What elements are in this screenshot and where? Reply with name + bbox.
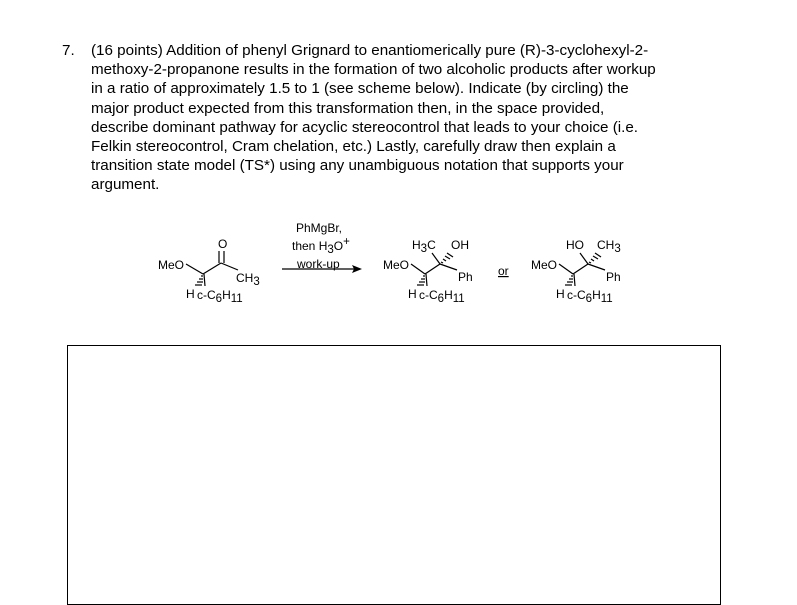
question-line: major product expected from this transformation then, in the space provided, [91, 99, 605, 117]
hashed-wedge-bond [589, 253, 601, 263]
hydroxyl-label: HO [566, 238, 584, 252]
hydrogen-label: H [556, 287, 565, 301]
hashed-wedge-bond [195, 276, 203, 285]
phenyl-bond [588, 264, 605, 270]
hashed-wedge-bond [417, 276, 425, 285]
methoxy-label: MeO [383, 258, 410, 272]
reagent-line-3: work-up [297, 257, 340, 271]
cyclohexyl-label: c-C6H11 [419, 288, 465, 305]
methyl-label: H3C [412, 238, 436, 255]
methoxy-label: MeO [531, 258, 558, 272]
product-2 [531, 238, 621, 305]
methoxy-bond [411, 264, 425, 274]
methoxy-label: MeO [158, 258, 185, 272]
reagent-line-2: then H3O+ [292, 236, 350, 256]
hydroxyl-label: OH [451, 238, 469, 252]
phenyl-label: Ph [458, 270, 473, 284]
hydroxyl-bond [580, 253, 588, 264]
question-line: argument. [91, 176, 160, 194]
methoxy-bond [186, 264, 203, 274]
backbone-bond [573, 264, 588, 274]
cyclohexyl-bond [574, 274, 575, 286]
product-1 [383, 238, 473, 305]
question-line: Felkin stereocontrol, Cram chelation, etc.) Lastly, carefully draw then explain a [91, 138, 616, 156]
or-label: or [498, 264, 509, 278]
cyclohexyl-label: c-C6H11 [567, 288, 613, 305]
cyclohexyl-bond [204, 274, 205, 286]
starting-material [158, 237, 260, 305]
carbonyl-oxygen-label: O [218, 237, 228, 251]
cyclohexyl-bond [426, 274, 427, 286]
methyl-label: CH3 [597, 238, 621, 255]
question-line: transition state model (TS*) using any unambiguous notation that supports your [91, 157, 624, 175]
hydrogen-label: H [186, 287, 195, 301]
question-line: (16 points) Addition of phenyl Grignard to enantiomerically pure (R)-3-cyclohexyl-2- [91, 42, 649, 59]
phenyl-bond [440, 264, 457, 270]
hydrogen-label: H [408, 287, 417, 301]
answer-space[interactable] [67, 345, 721, 605]
question-line: in a ratio of approximately 1.5 to 1 (see scheme below). Indicate (by circling) the [91, 80, 629, 98]
backbone-bond [203, 263, 221, 274]
question-line: methoxy-2-propanone results in the formation of two alcoholic products after workup [91, 61, 656, 79]
methoxy-bond [559, 264, 573, 274]
methyl-bond [432, 253, 440, 264]
methyl-label: CH3 [236, 271, 260, 288]
reagent-line-1: PhMgBr, [296, 221, 343, 235]
backbone-bond [425, 264, 440, 274]
backbone-bond [221, 263, 238, 270]
hashed-wedge-bond [565, 276, 573, 285]
question-line: describe dominant pathway for acyclic stereocontrol that leads to your choice (i.e. [91, 118, 639, 136]
cyclohexyl-label: c-C6H11 [197, 288, 243, 305]
reaction-conditions [282, 221, 362, 273]
phenyl-label: Ph [606, 270, 621, 284]
hashed-wedge-bond [441, 253, 453, 263]
question-number: 7. [62, 42, 75, 59]
